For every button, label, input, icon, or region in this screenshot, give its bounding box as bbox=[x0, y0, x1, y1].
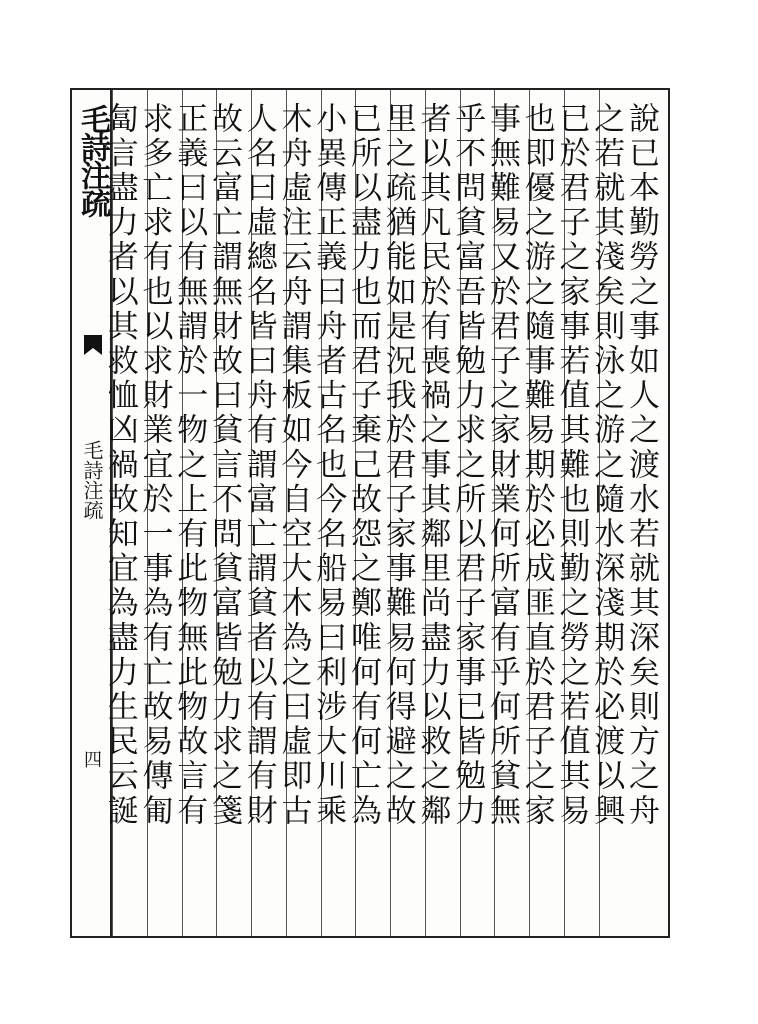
text-columns bbox=[101, 90, 668, 936]
page-number: 四 bbox=[81, 750, 102, 768]
text-column: 乎不問貧富吾皆勉力求之所以君子家事已皆勉力 bbox=[460, 90, 495, 936]
text-column: 事無難易又於君子之家財業何所富有乎何所貧無 bbox=[494, 90, 529, 936]
text-column: 說已本勤勞之事如人之渡水若就其深矣則方之舟 bbox=[623, 102, 659, 829]
book-page bbox=[70, 88, 670, 938]
text-column: 里之疏猶能如是況我於君子家事難易何得避之故 bbox=[390, 90, 425, 936]
text-column: 也即優之游之隨事難易期於必成匪直於君子之家 bbox=[529, 90, 564, 936]
text-column: 故云富亡謂無財故曰貧言不問貧富皆勉力求之箋 bbox=[216, 90, 251, 936]
gutter-subtitle: 毛詩注疏 bbox=[80, 440, 104, 520]
text-column: 之若就其淺矣則泳之游之隨水深淺期於必渡以興 bbox=[599, 90, 634, 936]
text-column: 求多亡求有也以求財業宜於一事為有亡故易傳匍 bbox=[147, 90, 182, 936]
text-column: 已於君子之家事若值其難也則勤之勞之若值其易 bbox=[564, 90, 599, 936]
text-column: 正義曰以有無謂於一物之上有此物無此物故言有 bbox=[182, 90, 217, 936]
gutter-title: 毛詩注疏 bbox=[75, 104, 110, 216]
text-column: 小異傳正義曰舟者古名也今名船易曰利涉大川乘 bbox=[321, 90, 356, 936]
text-column: 者以其凡民於有喪禍之事其鄰里尚盡力以救之鄰 bbox=[425, 90, 460, 936]
text-column: 木舟虛注云舟謂集板如今自空大木為之曰虛即古 bbox=[286, 90, 321, 936]
text-column: 人名曰虛總名皆曰舟有謂富亡謂貧者以有謂有財 bbox=[251, 90, 286, 936]
text-column: 匐言盡力者以其救恤凶禍故知宜為盡力生民云誕 bbox=[112, 90, 147, 936]
text-column: 已所以盡力也而君子棄己故怨之鄭唯何有何亡為 bbox=[355, 90, 390, 936]
